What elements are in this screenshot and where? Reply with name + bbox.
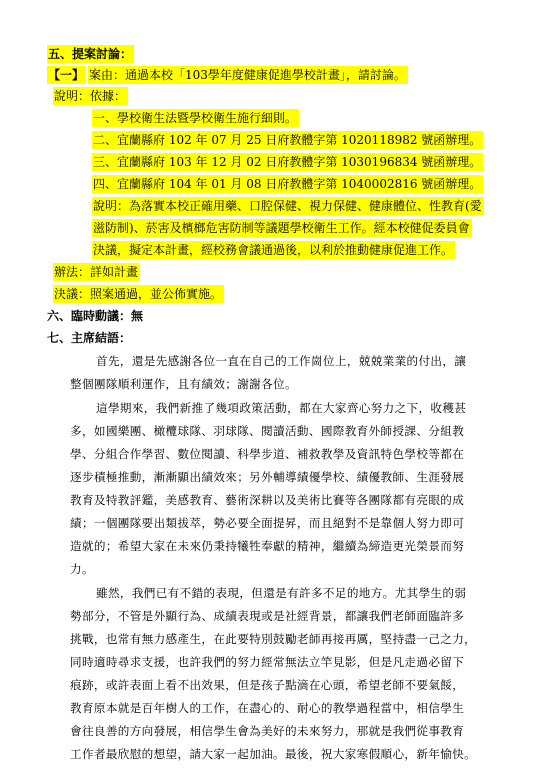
note-line-2: 滋防制)、菸害及檳榔危害防制等議題學校衛生工作。經本校健促委員會	[93, 221, 470, 235]
speech-line: 整個團隊順利運作，且有績效；謝謝各位。	[70, 377, 297, 391]
section-5-heading: 五、提案討論：	[48, 47, 133, 61]
proposal-case: 案由：通過本校「103學年度健康促進學校計畫」，請討論。	[89, 68, 406, 82]
speech-line: 工作者最欣慰的想望，請大家一起加油。最後，祝大家寒假順心，新年愉快。	[70, 747, 477, 761]
section-6-heading: 六、臨時動議：無	[47, 309, 144, 323]
speech-line: 挑戰，也常有無力感產生，在此要特別鼓勵老師再接再厲，堅持盡一己之力，	[70, 632, 477, 646]
basis-item-3: 三、宜蘭縣府 103 年 12 月 02 日府教體字第 1030196834 號函辦理。	[93, 155, 482, 169]
speech-line: 績；一個團隊要出類拔萃，勢必要全面提昇，而且絕對不是靠個人努力即可	[70, 516, 465, 530]
speech-line: 逐步積極推動，漸漸顯出績效來；另外輔導績優學校、績優教師、生涯發展	[70, 470, 465, 484]
speech-line: 首先，還是先感謝各位一直在自己的工作崗位上，兢兢業業的付出，讓	[96, 354, 467, 368]
speech-line: 同時適時尋求支援，也許我們的努力經常無法立竿見影，但是凡走過必留下	[70, 655, 465, 669]
speech-line: 這學期來，我們新推了幾項政策活動，都在大家齊心努力之下，收穫甚	[96, 401, 467, 415]
speech-line: 雖然，我們已有不錯的表現，但還是有許多不足的地方。尤其學生的弱	[96, 586, 467, 600]
note-line-3: 決議，擬定本計畫，經校務會議通過後，以利於推動健康促進工作。	[93, 243, 454, 257]
speech-line: 痕跡，或許表面上看不出效果，但是孩子點滴在心頭，希望老師不要氣餒，	[70, 678, 465, 692]
basis-item-2: 二、宜蘭縣府 102 年 07 月 25 日府教體字第 1020118982 號函辦理。	[93, 133, 482, 147]
speech-line: 勢部分，不管是外顯行為、成績表現或是社經背景，都讓我們老師面臨許多	[70, 609, 465, 623]
basis-item-4: 四、宜蘭縣府 104 年 01 月 08 日府教體字第 1040002816 號函辦理。	[93, 177, 482, 191]
resolution-line: 決議：照案通過，並公佈實施。	[54, 287, 223, 301]
note-line-1: 說明：為落實本校正確用藥、口腔保健、視力保健、健康體位、性教育(愛	[93, 199, 482, 213]
explanation-label: 說明：依據：	[54, 89, 127, 103]
proposal-tag: 【一】	[48, 68, 85, 82]
speech-line: 會往良善的方向發展，相信學生會為美好的未來努力，那就是我們從事教育	[70, 724, 465, 738]
speech-line: 學、分組合作學習、數位閱讀、科學步道、補救教學及資訊特色學校等都在	[70, 447, 465, 461]
proposal-case-line	[47, 67, 408, 83]
section-7-heading: 七、主席結語：	[47, 331, 132, 345]
method-line: 辦法：詳如計畫	[54, 265, 139, 279]
speech-line: 教育及特教評鑑，美感教育、藝術深耕以及美術比賽等各團隊都有亮眼的成	[70, 493, 465, 507]
speech-line: 造就的；希望大家在未來仍秉持犧牲奉獻的精神，繼續為締造更光榮景而努	[70, 539, 465, 553]
basis-item-1: 一、學校衛生法暨學校衛生施行細則。	[93, 111, 298, 125]
speech-line: 教育原本就是百年樹人的工作，在盡心的、耐心的教學過程當中，相信學生	[70, 701, 465, 715]
speech-line: 力。	[70, 562, 94, 576]
speech-line: 多，如國樂團、橄欖球隊、羽球隊、閱讀活動、國際教育外師授課、分組教	[70, 424, 465, 438]
